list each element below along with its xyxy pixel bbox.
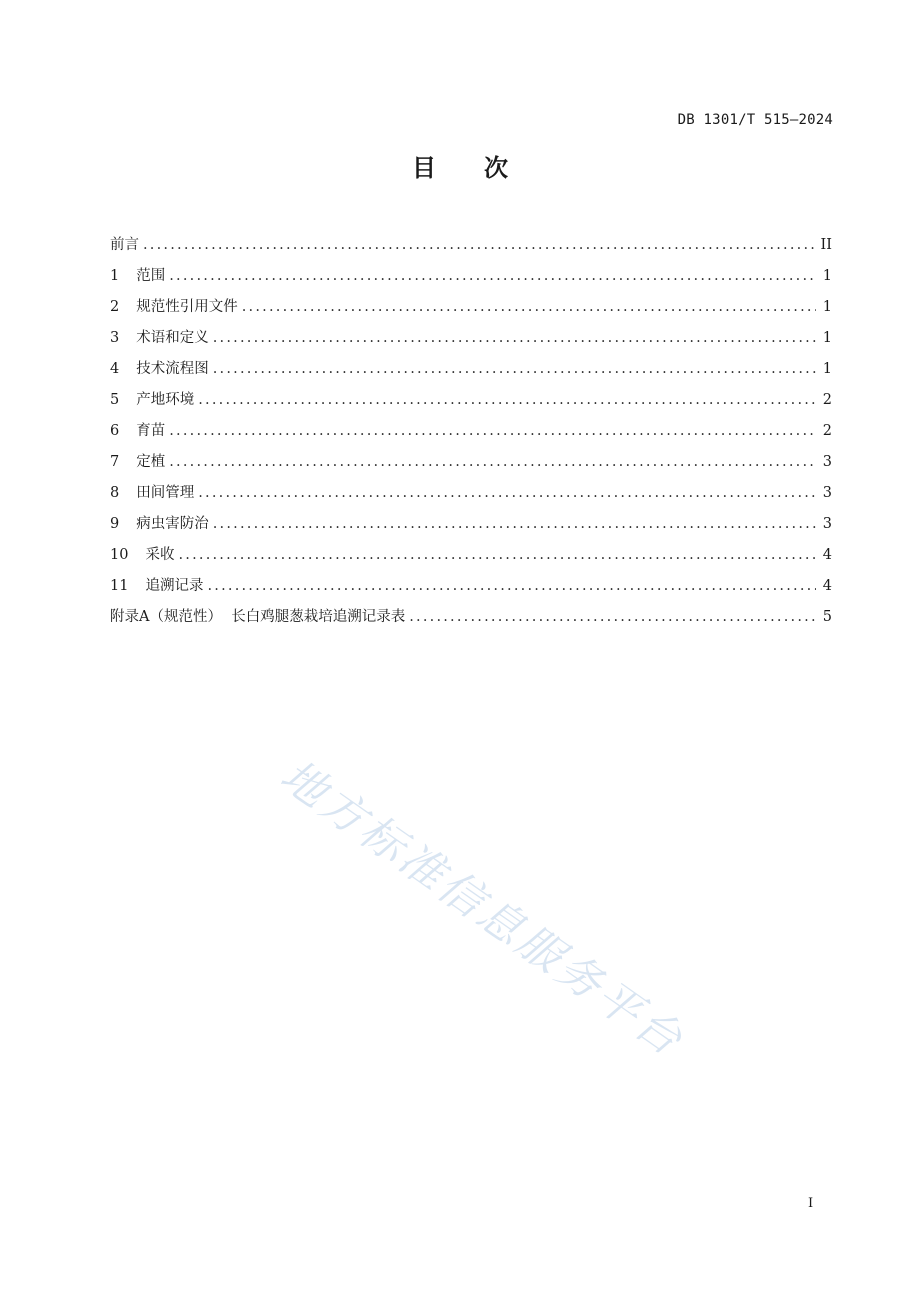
toc-entry-page: 2	[822, 423, 832, 439]
toc-leader	[169, 423, 816, 439]
toc-entry-number: 5	[110, 392, 120, 408]
page-number: I	[808, 1196, 814, 1211]
toc-entry-foreword[interactable]	[110, 233, 832, 264]
toc-entry-number: 4	[110, 361, 120, 377]
toc-entry-number: 6	[110, 423, 120, 439]
toc-entry-page: 2	[822, 392, 832, 408]
page-title: 目次	[412, 154, 556, 182]
toc-entry-4[interactable]	[110, 357, 832, 388]
toc-leader	[169, 454, 816, 470]
toc-entry-title: 田间管理	[136, 485, 195, 501]
toc-entry-page: 4	[822, 547, 832, 563]
toc-leader	[198, 392, 816, 408]
table-of-contents	[110, 233, 832, 636]
toc-entry-page: 3	[822, 516, 832, 532]
toc-entry-7[interactable]	[110, 450, 832, 481]
toc-entry-number: 1	[110, 268, 120, 284]
toc-entry-page: 5	[822, 609, 832, 625]
toc-leader	[213, 516, 816, 532]
toc-leader	[213, 330, 816, 346]
toc-entry-5[interactable]	[110, 388, 832, 419]
toc-entry-title: 产地环境	[136, 392, 195, 408]
toc-entry-9[interactable]	[110, 512, 832, 543]
toc-entry-number: 11	[110, 578, 129, 594]
toc-entry-page: 1	[822, 361, 832, 377]
toc-entry-page: 3	[822, 454, 832, 470]
toc-leader	[143, 237, 815, 253]
toc-entry-1[interactable]	[110, 264, 832, 295]
toc-entry-title: 规范性引用文件	[136, 299, 238, 315]
toc-entry-10[interactable]	[110, 543, 832, 574]
toc-entry-title: 采收	[145, 547, 175, 563]
toc-entry-title: 病虫害防治	[136, 516, 209, 532]
toc-entry-title: 定植	[136, 454, 166, 470]
toc-entry-title: 范围	[136, 268, 166, 284]
toc-entry-page: 4	[822, 578, 832, 594]
toc-entry-title: 前言	[110, 237, 139, 253]
toc-entry-page: 1	[822, 268, 832, 284]
toc-entry-page: II	[820, 237, 832, 253]
toc-leader	[409, 609, 816, 625]
toc-leader	[178, 547, 816, 563]
toc-leader	[207, 578, 816, 594]
toc-leader	[242, 299, 816, 315]
toc-entry-title: 育苗	[136, 423, 166, 439]
toc-entry-11[interactable]	[110, 574, 832, 605]
toc-entry-page: 1	[822, 330, 832, 346]
toc-entry-2[interactable]	[110, 295, 832, 326]
toc-entry-page: 1	[822, 299, 832, 315]
document-code: DB 1301/T 515—2024	[677, 112, 833, 128]
toc-entry-number: 8	[110, 485, 120, 501]
toc-entry-number: 10	[110, 547, 129, 563]
toc-entry-number: 9	[110, 516, 120, 532]
watermark-text: 地方标准信息服务平台	[271, 750, 694, 1068]
toc-entry-appendix-a[interactable]	[110, 605, 832, 636]
toc-entry-title: 附录A（规范性） 长白鸡腿葱栽培追溯记录表	[110, 609, 406, 625]
toc-entry-title: 技术流程图	[136, 361, 209, 377]
toc-entry-3[interactable]	[110, 326, 832, 357]
toc-leader	[169, 268, 816, 284]
toc-entry-8[interactable]	[110, 481, 832, 512]
toc-entry-number: 3	[110, 330, 120, 346]
toc-entry-6[interactable]	[110, 419, 832, 450]
toc-entry-title: 追溯记录	[145, 578, 204, 594]
toc-entry-number: 2	[110, 299, 120, 315]
toc-entry-number: 7	[110, 454, 120, 470]
toc-entry-title: 术语和定义	[136, 330, 209, 346]
toc-leader	[198, 485, 816, 501]
toc-entry-page: 3	[822, 485, 832, 501]
toc-leader	[213, 361, 816, 377]
